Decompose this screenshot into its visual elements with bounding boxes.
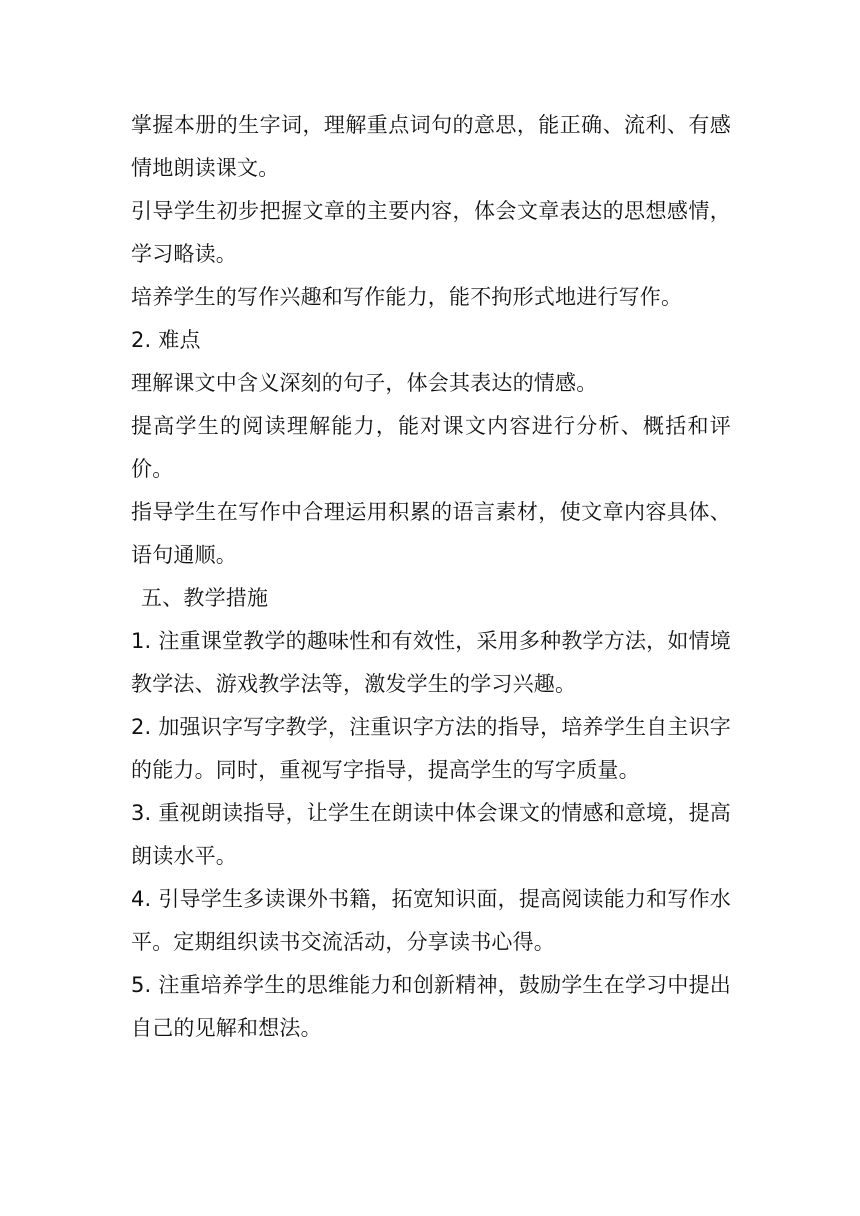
paragraph-goal-writing: 培养学生的写作兴趣和写作能力，能不拘形式地进行写作。 bbox=[131, 285, 683, 309]
section-heading-measures: 五、教学措施 bbox=[141, 586, 269, 610]
paragraph-goal-reading: 引导学生初步把握文章的主要内容，体会文章表达的思想感情，学习略读。 bbox=[131, 199, 731, 266]
paragraph-goal-literacy: 掌握本册的生字词，理解重点词句的意思，能正确、流利、有感情地朗读课文。 bbox=[131, 113, 731, 180]
document-body bbox=[131, 104, 731, 1050]
list-item-measure-4: 4. 引导学生多读课外书籍，拓宽知识面，提高阅读能力和写作水平。定期组织读书交流活动，分享读书心得。 bbox=[131, 887, 731, 954]
list-item-measure-5: 5. 注重培养学生的思维能力和创新精神，鼓励学生在学习中提出自己的见解和想法。 bbox=[131, 973, 731, 1040]
paragraph-difficulty-comprehension: 提高学生的阅读理解能力，能对课文内容进行分析、概括和评价。 bbox=[131, 414, 731, 481]
subheading-difficulties: 2. 难点 bbox=[131, 328, 201, 352]
paragraph-difficulty-writing: 指导学生在写作中合理运用积累的语言素材，使文章内容具体、语句通顺。 bbox=[131, 500, 731, 567]
list-item-measure-1: 1. 注重课堂教学的趣味性和有效性，采用多种教学方法，如情境教学法、游戏教学法等，激发学生的学习兴趣。 bbox=[131, 629, 731, 696]
list-item-measure-3: 3. 重视朗读指导，让学生在朗读中体会课文的情感和意境，提高朗读水平。 bbox=[131, 801, 731, 868]
list-item-measure-2: 2. 加强识字写字教学，注重识字方法的指导，培养学生自主识字的能力。同时，重视写字指导，提高学生的写字质量。 bbox=[131, 715, 731, 782]
paragraph-difficulty-sentences: 理解课文中含义深刻的句子，体会其表达的情感。 bbox=[131, 371, 598, 395]
